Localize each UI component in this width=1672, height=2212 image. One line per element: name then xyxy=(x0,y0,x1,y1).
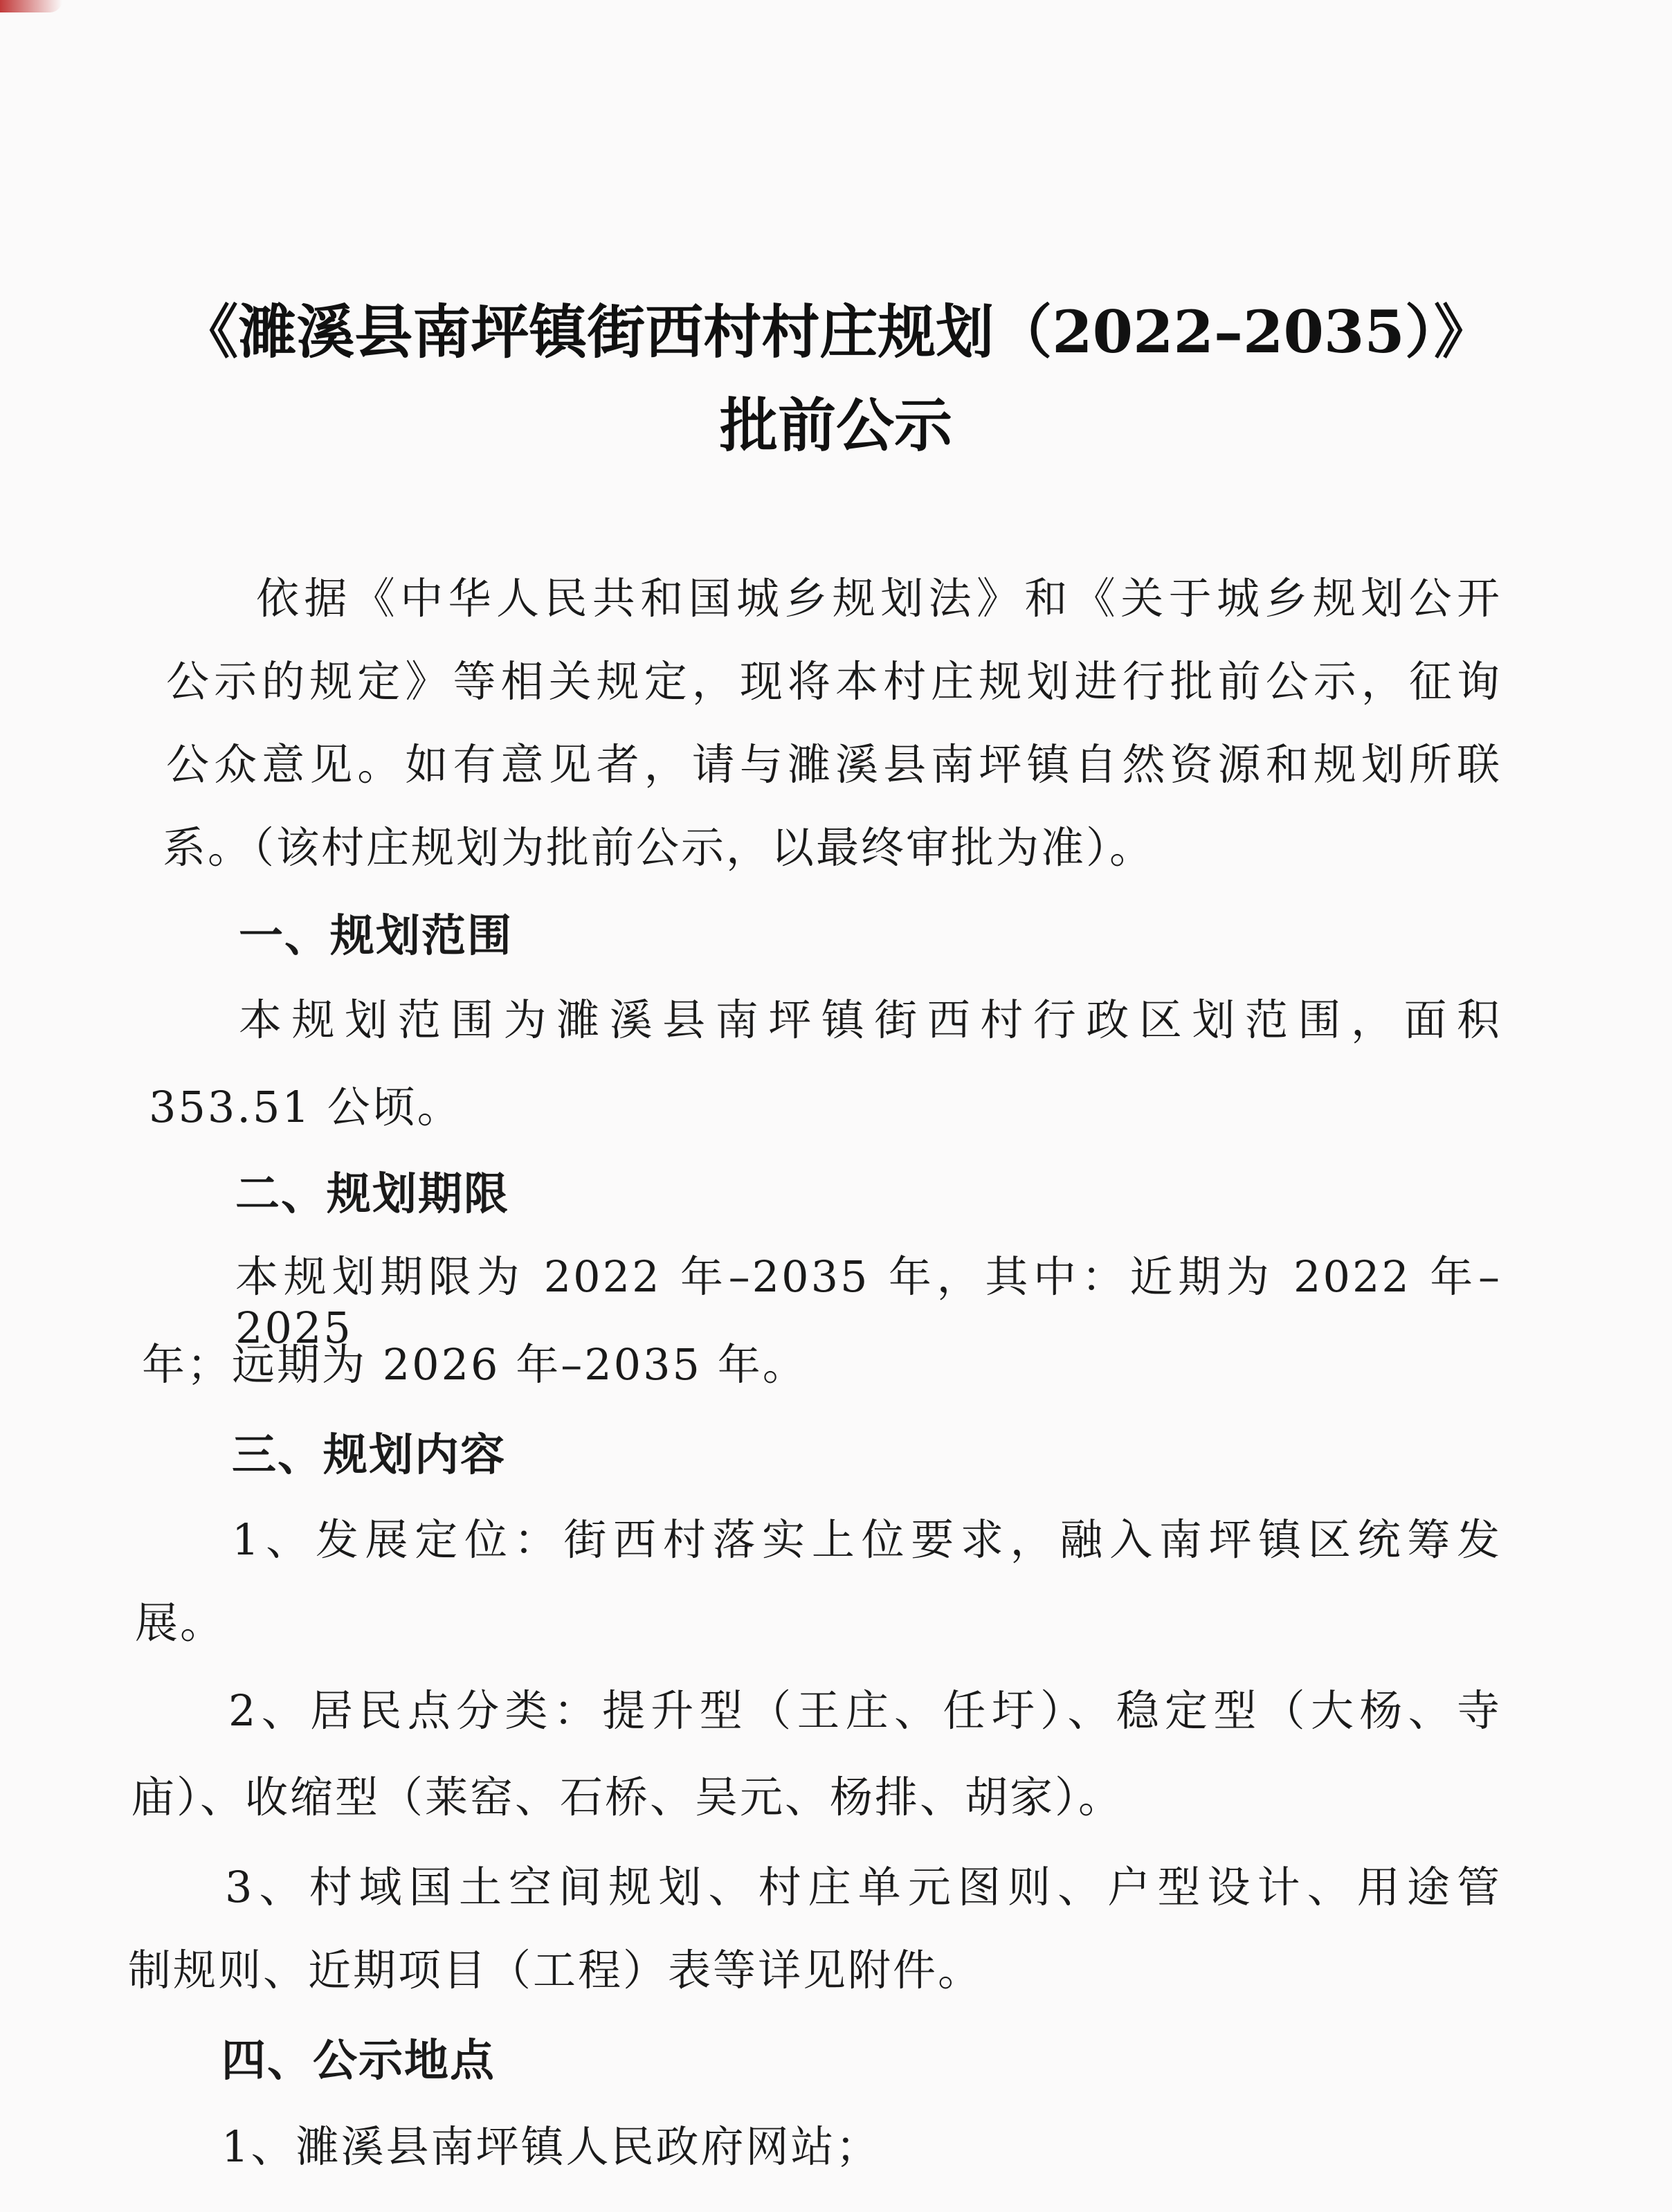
section-heading-location: 四、公示地点 xyxy=(221,2035,496,2087)
document-title: 《濉溪县南坪镇街西村村庄规划（2022–2035）》 xyxy=(180,298,1492,366)
scope-line-1: 本规划范围为濉溪县南坪镇街西村行政区划范围，面积 xyxy=(239,995,1502,1045)
intro-line-3: 公众意见。如有意见者，请与濉溪县南坪镇自然资源和规划所联 xyxy=(166,739,1502,790)
period-line-1: 本规划期限为 2022 年–2035 年，其中：近期为 2022 年–2025 xyxy=(235,1251,1502,1354)
section-heading-period: 二、规划期限 xyxy=(235,1168,509,1220)
content-item-2-line-2: 庙）、收缩型（莱窑、石桥、吴元、杨排、胡家）。 xyxy=(131,1772,1124,1822)
location-item-1: 1、濉溪县南坪镇人民政府网站； xyxy=(221,2121,881,2172)
content-item-1-line-1: 1、发展定位：街西村落实上位要求，融入南坪镇区统筹发 xyxy=(232,1514,1502,1565)
content-item-1-line-2: 展。 xyxy=(135,1597,226,1648)
content-item-3-line-1: 3、村域国土空间规划、村庄单元图则、户型设计、用途管 xyxy=(225,1862,1502,1912)
intro-line-2: 公示的规定》等相关规定，现将本村庄规划进行批前公示，征询 xyxy=(166,656,1502,707)
period-line-2: 年；远期为 2026 年–2035 年。 xyxy=(142,1339,808,1390)
red-stamp-edge xyxy=(0,0,62,12)
intro-line-4: 系。（该村庄规划为批前公示，以最终审批为准）。 xyxy=(163,822,1155,873)
content-item-3-line-2: 制规则、近期项目（工程）表等详见附件。 xyxy=(128,1945,983,1995)
section-heading-content: 三、规划内容 xyxy=(232,1429,506,1481)
intro-line-1: 依据《中华人民共和国城乡规划法》和《关于城乡规划公开 xyxy=(256,573,1502,624)
section-heading-scope: 一、规划范围 xyxy=(239,910,513,962)
scope-line-2: 353.51 公顷。 xyxy=(149,1082,462,1132)
document-subtitle: 批前公示 xyxy=(719,391,952,460)
content-item-2-line-1: 2、居民点分类：提升型（王庄、任圩）、稳定型（大杨、寺 xyxy=(228,1685,1502,1736)
